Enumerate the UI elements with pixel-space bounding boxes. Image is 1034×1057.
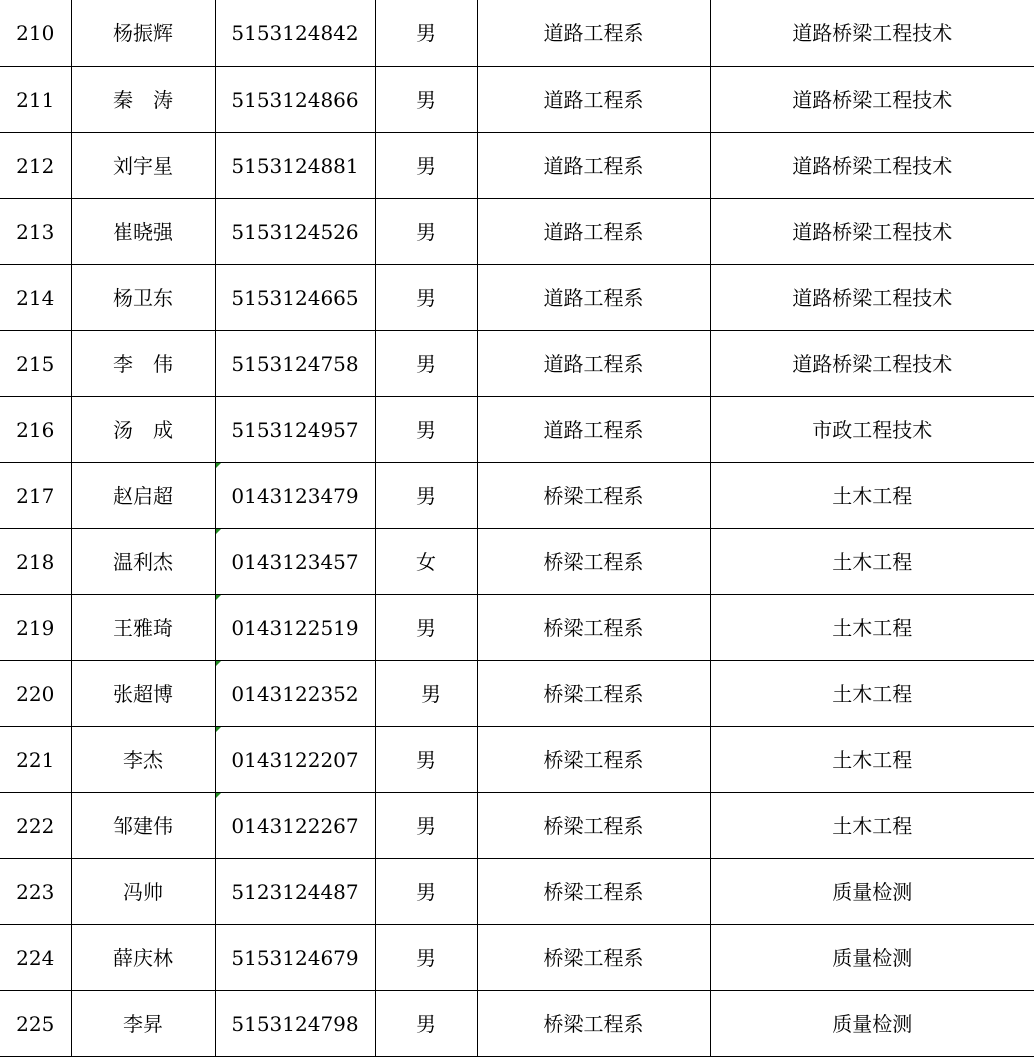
gender-cell: 男 — [375, 595, 477, 661]
name-cell: 杨卫东 — [71, 265, 215, 331]
name-cell: 邹建伟 — [71, 793, 215, 859]
table-row — [0, 529, 1034, 595]
student-id-cell: 5153124842 — [215, 0, 375, 67]
student-id-cell: 5153124798 — [215, 991, 375, 1057]
row-number-cell: 221 — [0, 727, 71, 793]
table-row — [0, 463, 1034, 529]
department-cell: 道路工程系 — [477, 331, 710, 397]
table-row — [0, 661, 1034, 727]
department-cell: 道路工程系 — [477, 0, 710, 67]
row-number-cell: 214 — [0, 265, 71, 331]
major-cell: 质量检测 — [710, 991, 1034, 1057]
student-id-cell: 5153124881 — [215, 133, 375, 199]
department-cell: 道路工程系 — [477, 199, 710, 265]
major-cell: 道路桥梁工程技术 — [710, 265, 1034, 331]
student-id-cell: 5153124957 — [215, 397, 375, 463]
gender-cell: 男 — [375, 991, 477, 1057]
major-cell: 质量检测 — [710, 859, 1034, 925]
name-cell: 杨振辉 — [71, 0, 215, 67]
major-cell: 道路桥梁工程技术 — [710, 199, 1034, 265]
major-cell: 质量检测 — [710, 925, 1034, 991]
department-cell: 桥梁工程系 — [477, 463, 710, 529]
table-row — [0, 859, 1034, 925]
department-cell: 桥梁工程系 — [477, 595, 710, 661]
major-cell: 土木工程 — [710, 793, 1034, 859]
row-number-cell: 218 — [0, 529, 71, 595]
name-cell: 薛庆林 — [71, 925, 215, 991]
name-cell: 崔晓强 — [71, 199, 215, 265]
gender-cell: 男 — [375, 199, 477, 265]
row-number-cell: 222 — [0, 793, 71, 859]
major-cell: 土木工程 — [710, 595, 1034, 661]
student-id-cell: 0143122207 — [215, 727, 375, 793]
major-cell: 道路桥梁工程技术 — [710, 331, 1034, 397]
department-cell: 桥梁工程系 — [477, 661, 710, 727]
student-id-cell: 0143122267 — [215, 793, 375, 859]
gender-cell: 男 — [375, 331, 477, 397]
student-id-cell: 0143123479 — [215, 463, 375, 529]
name-cell: 王雅琦 — [71, 595, 215, 661]
gender-cell: 男 — [375, 0, 477, 67]
row-number-cell: 215 — [0, 331, 71, 397]
row-number-cell: 210 — [0, 0, 71, 67]
student-id-cell: 0143122352 — [215, 661, 375, 727]
department-cell: 桥梁工程系 — [477, 529, 710, 595]
table-row — [0, 925, 1034, 991]
name-cell: 张超博 — [71, 661, 215, 727]
major-cell: 市政工程技术 — [710, 397, 1034, 463]
row-number-cell: 223 — [0, 859, 71, 925]
gender-cell: 男 — [375, 133, 477, 199]
name-cell: 秦 涛 — [71, 67, 215, 133]
major-cell: 道路桥梁工程技术 — [710, 0, 1034, 67]
student-id-cell: 5153124866 — [215, 67, 375, 133]
row-number-cell: 224 — [0, 925, 71, 991]
major-cell: 土木工程 — [710, 529, 1034, 595]
gender-cell: 男 — [375, 463, 477, 529]
gender-cell: 男 — [375, 859, 477, 925]
row-number-cell: 211 — [0, 67, 71, 133]
name-cell: 李昇 — [71, 991, 215, 1057]
student-id-cell: 5123124487 — [215, 859, 375, 925]
department-cell: 桥梁工程系 — [477, 925, 710, 991]
table-row — [0, 595, 1034, 661]
major-cell: 道路桥梁工程技术 — [710, 67, 1034, 133]
department-cell: 道路工程系 — [477, 133, 710, 199]
table-row — [0, 133, 1034, 199]
major-cell: 土木工程 — [710, 727, 1034, 793]
table-row — [0, 727, 1034, 793]
row-number-cell: 219 — [0, 595, 71, 661]
row-number-cell: 220 — [0, 661, 71, 727]
gender-cell: 男 — [375, 727, 477, 793]
department-cell: 道路工程系 — [477, 265, 710, 331]
gender-cell: 女 — [375, 529, 477, 595]
table-row — [0, 67, 1034, 133]
name-cell: 温利杰 — [71, 529, 215, 595]
table-row — [0, 0, 1034, 67]
gender-cell: 男 — [375, 397, 477, 463]
department-cell: 桥梁工程系 — [477, 859, 710, 925]
name-cell: 赵启超 — [71, 463, 215, 529]
gender-cell: 男 — [375, 925, 477, 991]
table-row — [0, 793, 1034, 859]
department-cell: 桥梁工程系 — [477, 793, 710, 859]
student-id-cell: 0143123457 — [215, 529, 375, 595]
name-cell: 李 伟 — [71, 331, 215, 397]
name-cell: 刘宇星 — [71, 133, 215, 199]
table-row — [0, 397, 1034, 463]
student-id-cell: 0143122519 — [215, 595, 375, 661]
major-cell: 土木工程 — [710, 463, 1034, 529]
table-row — [0, 991, 1034, 1057]
row-number-cell: 216 — [0, 397, 71, 463]
student-id-cell: 5153124526 — [215, 199, 375, 265]
department-cell: 道路工程系 — [477, 397, 710, 463]
table-row — [0, 331, 1034, 397]
department-cell: 道路工程系 — [477, 67, 710, 133]
department-cell: 桥梁工程系 — [477, 727, 710, 793]
row-number-cell: 213 — [0, 199, 71, 265]
gender-cell: 男 — [375, 67, 477, 133]
row-number-cell: 217 — [0, 463, 71, 529]
table-row — [0, 199, 1034, 265]
student-id-cell: 5153124758 — [215, 331, 375, 397]
student-id-cell: 5153124665 — [215, 265, 375, 331]
gender-cell: 男 — [375, 661, 477, 727]
department-cell: 桥梁工程系 — [477, 991, 710, 1057]
student-id-cell: 5153124679 — [215, 925, 375, 991]
row-number-cell: 212 — [0, 133, 71, 199]
table-row — [0, 265, 1034, 331]
name-cell: 汤 成 — [71, 397, 215, 463]
name-cell: 冯帅 — [71, 859, 215, 925]
major-cell: 道路桥梁工程技术 — [710, 133, 1034, 199]
major-cell: 土木工程 — [710, 661, 1034, 727]
gender-cell: 男 — [375, 265, 477, 331]
name-cell: 李杰 — [71, 727, 215, 793]
gender-cell: 男 — [375, 793, 477, 859]
row-number-cell: 225 — [0, 991, 71, 1057]
